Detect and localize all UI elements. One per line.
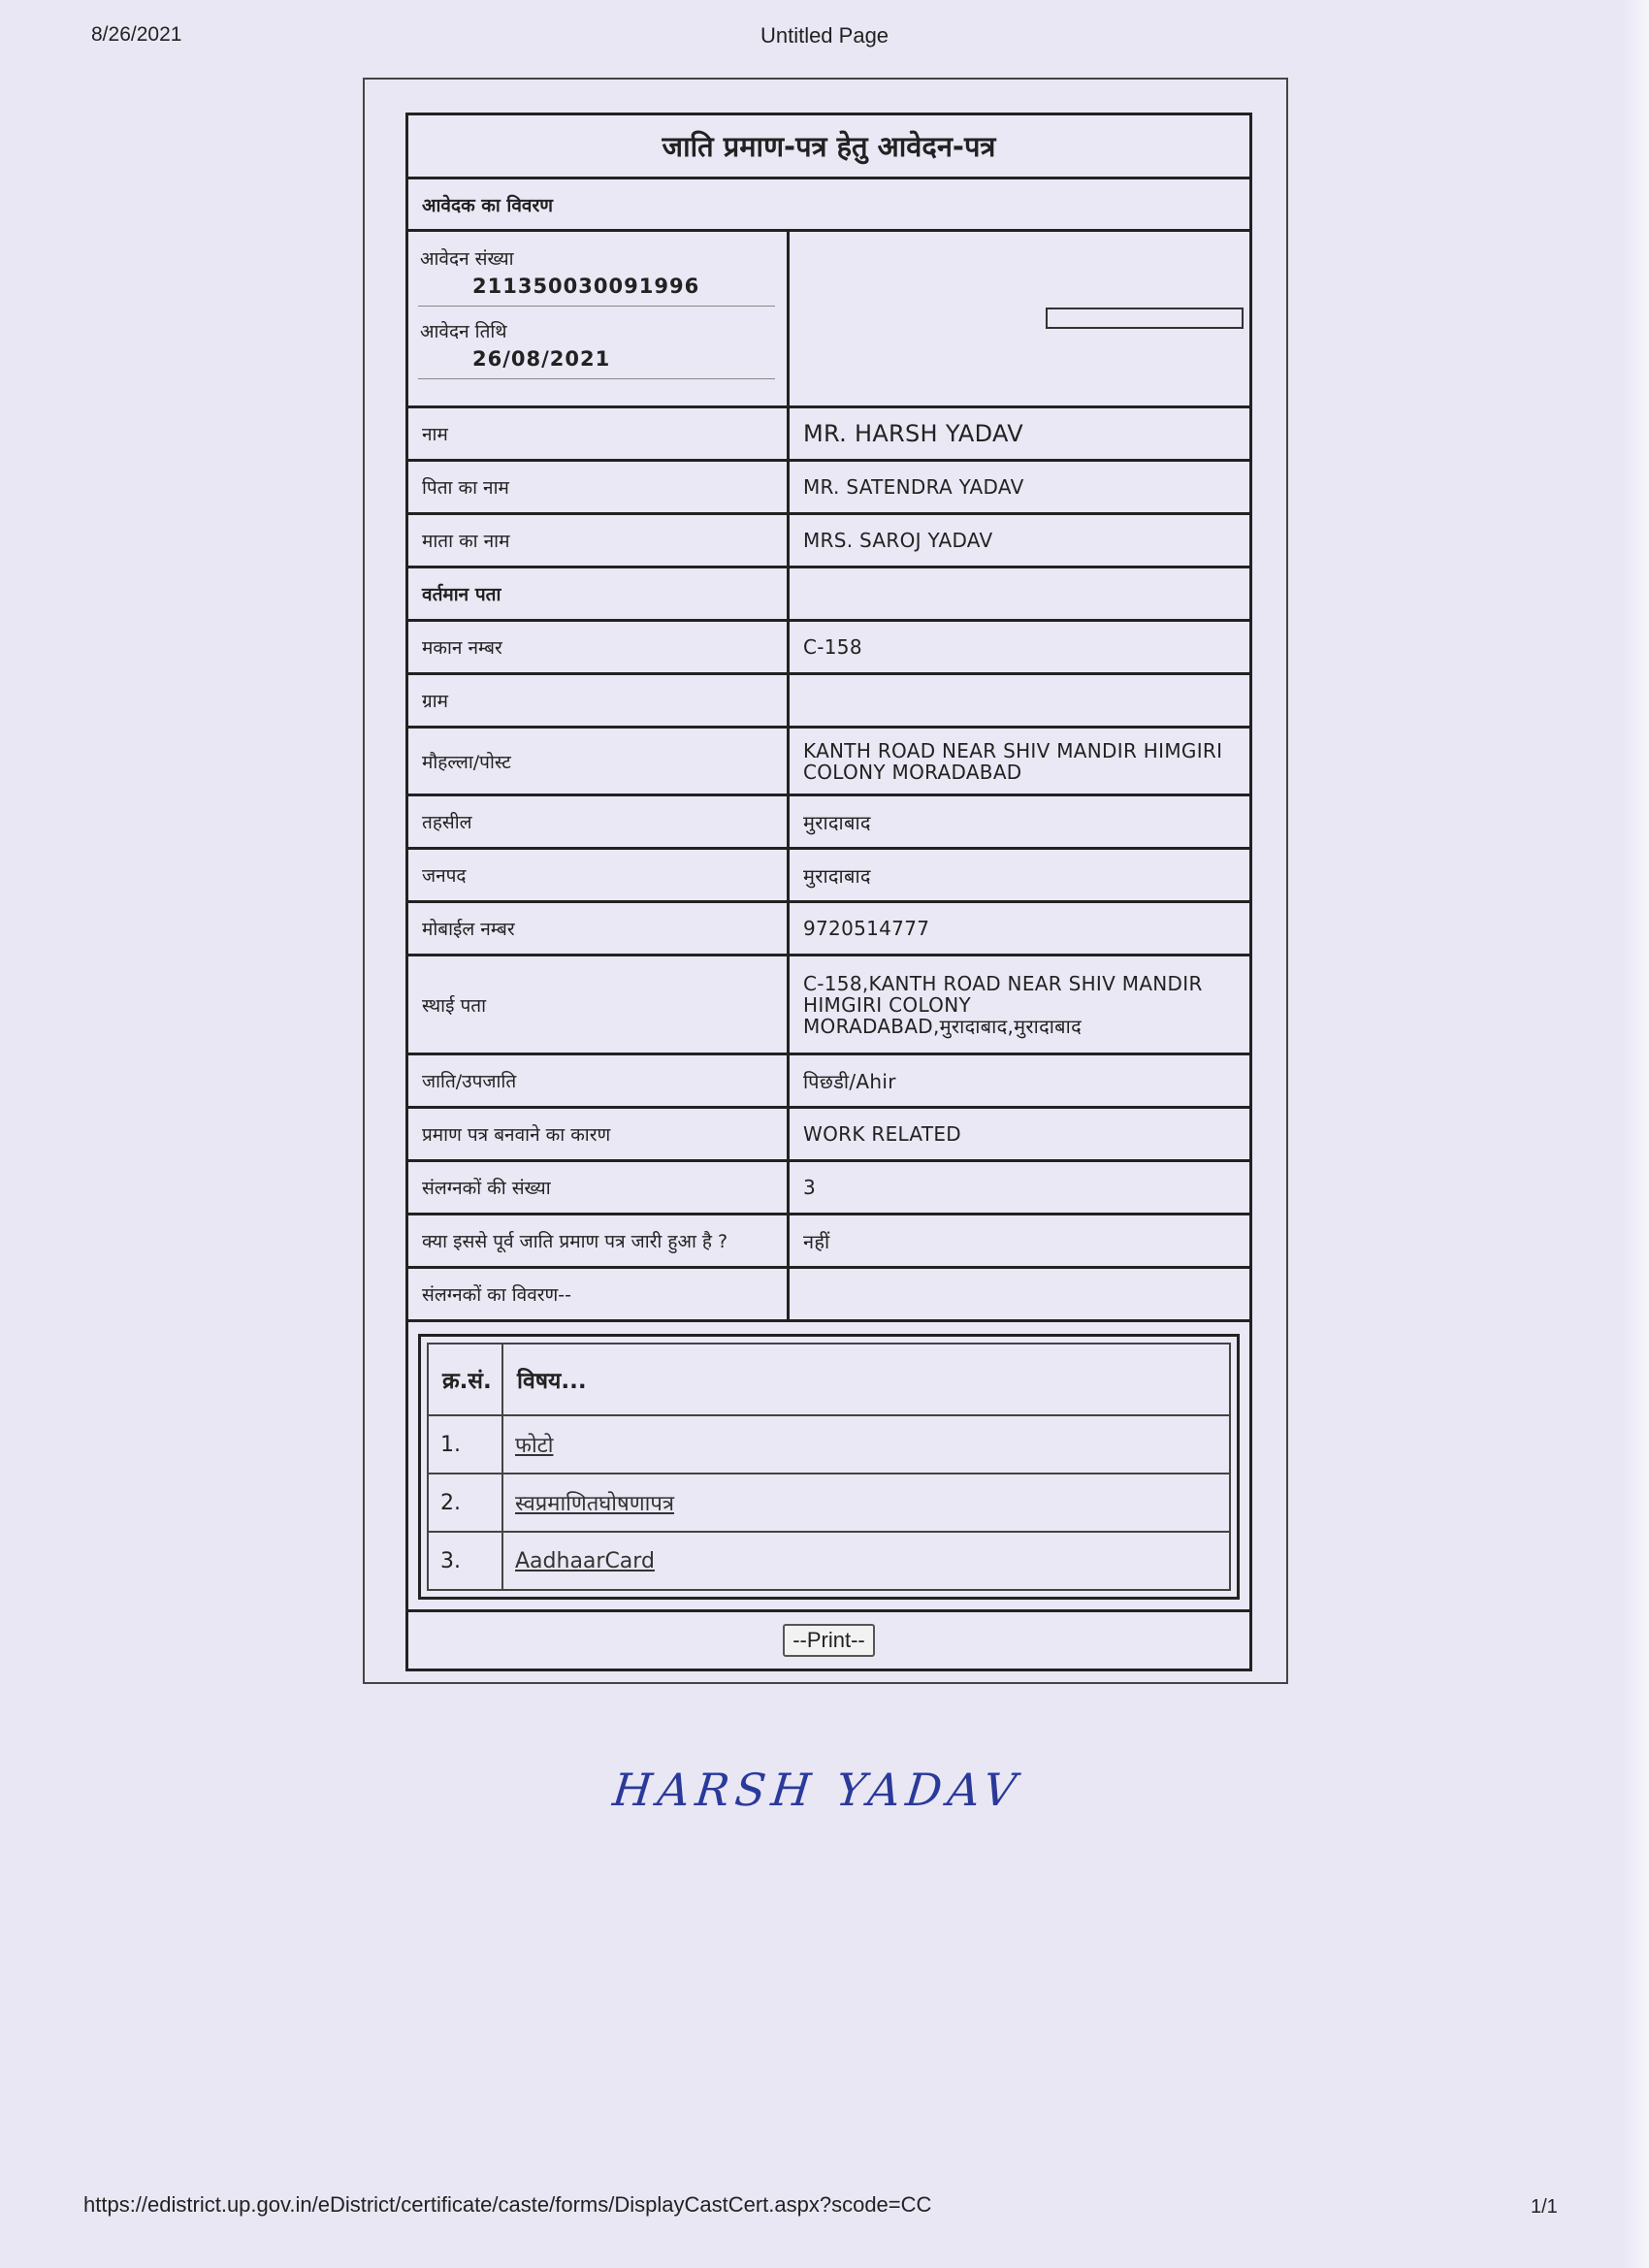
attachments-table — [427, 1343, 1231, 1591]
locality-value: KANTH ROAD NEAR SHIV MANDIR HIMGIRI COLONY MORADABAD — [803, 738, 1223, 784]
subject-cell — [502, 1415, 1230, 1474]
permanent-address-value — [790, 956, 1249, 1053]
form-title: जाति प्रमाण-पत्र हेतु आवेदन-पत्र — [408, 115, 1249, 179]
print-date: 8/26/2021 — [91, 23, 182, 46]
caste-value: पिछडी/Ahir — [803, 1069, 896, 1093]
mother-name-value: MRS. SAROJ YADAV — [803, 529, 993, 552]
page-title: Untitled Page — [760, 23, 889, 48]
row-name — [408, 408, 1249, 462]
tehsil-value: मुरादाबाद — [803, 810, 871, 834]
photo-placeholder — [1046, 308, 1244, 329]
attachment-details-value — [790, 1269, 1249, 1319]
scan-edge — [1622, 0, 1649, 2268]
application-number-label: आवेदन संख्या — [420, 248, 514, 270]
table-row — [428, 1415, 1230, 1474]
print-button[interactable]: --Print-- — [783, 1624, 875, 1657]
name-value: MR. HARSH YADAV — [803, 420, 1023, 447]
row-mobile — [408, 903, 1249, 956]
column-header-serial: क्र.सं. — [428, 1344, 502, 1415]
field-label: स्थाई पता — [408, 956, 790, 1053]
print-row — [408, 1612, 1249, 1669]
permanent-address-line1: C-158,KANTH ROAD NEAR SHIV MANDIR HIMGIRI COLONY — [803, 971, 1203, 1017]
row-current-address — [408, 568, 1249, 622]
field-label: माता का नाम — [408, 515, 790, 566]
row-attachment-count — [408, 1162, 1249, 1215]
field-label: मौहल्ला/पोस्ट — [408, 729, 790, 794]
attachment-link-photo[interactable]: फोटो — [515, 1434, 554, 1458]
row-tehsil — [408, 796, 1249, 850]
table-row — [428, 1474, 1230, 1532]
field-label: वर्तमान पता — [408, 568, 790, 619]
footer-page-count: 1/1 — [1531, 2196, 1558, 2218]
house-number-value: C-158 — [803, 635, 862, 659]
permanent-address-line2: MORADABAD,मुरादाबाद,मुरादाबाद — [803, 1014, 1082, 1038]
field-label: जनपद — [408, 850, 790, 900]
mobile-value: 9720514777 — [803, 917, 930, 940]
row-house-number — [408, 622, 1249, 675]
divider — [418, 378, 775, 379]
field-label: पिता का नाम — [408, 462, 790, 512]
application-date-label: आवेदन तिथि — [420, 321, 507, 342]
row-district — [408, 850, 1249, 903]
attachments-frame — [418, 1334, 1240, 1600]
attachments-section — [408, 1322, 1249, 1612]
serial-cell: 2. — [428, 1474, 502, 1532]
row-previous-certificate — [408, 1215, 1249, 1269]
field-label: संलग्नकों का विवरण-- — [408, 1269, 790, 1319]
divider — [418, 306, 775, 307]
photo-area — [790, 232, 1249, 405]
column-header-subject: विषय... — [502, 1344, 1230, 1415]
field-label: मकान नम्बर — [408, 622, 790, 672]
row-attachment-details — [408, 1269, 1249, 1322]
field-label: नाम — [408, 408, 790, 459]
handwritten-signature: HARSH YADAV — [610, 1764, 1025, 1816]
row-caste — [408, 1055, 1249, 1109]
section-heading: आवेदक का विवरण — [408, 179, 1249, 232]
district-value: मुरादाबाद — [803, 863, 871, 888]
row-mother-name — [408, 515, 1249, 568]
table-header-row — [428, 1344, 1230, 1415]
row-reason — [408, 1109, 1249, 1162]
current-address-value — [790, 568, 1249, 619]
previous-certificate-value: नहीं — [803, 1229, 830, 1253]
table-row — [428, 1532, 1230, 1590]
application-date: 26/08/2021 — [472, 347, 611, 371]
application-meta-row — [408, 232, 1249, 408]
field-label: ग्राम — [408, 675, 790, 726]
subject-cell — [502, 1532, 1230, 1590]
serial-cell: 1. — [428, 1415, 502, 1474]
field-label: तहसील — [408, 796, 790, 847]
attachment-count-value: 3 — [803, 1176, 817, 1199]
field-label: क्या इससे पूर्व जाति प्रमाण पत्र जारी हुआ है ? — [408, 1215, 790, 1266]
field-label: प्रमाण पत्र बनवाने का कारण — [408, 1109, 790, 1159]
field-label: संलग्नकों की संख्या — [408, 1162, 790, 1213]
row-locality — [408, 729, 1249, 796]
footer-url: https://edistrict.up.gov.in/eDistrict/certificate/caste/forms/DisplayCastCert.aspx?scode=CC — [83, 2192, 932, 2217]
row-village — [408, 675, 1249, 729]
serial-cell: 3. — [428, 1532, 502, 1590]
row-father-name — [408, 462, 1249, 515]
attachment-link-aadhaar[interactable]: AadhaarCard — [515, 1548, 655, 1573]
village-value — [790, 675, 1249, 726]
application-form — [405, 113, 1252, 1671]
field-label: मोबाईल नम्बर — [408, 903, 790, 954]
application-meta — [408, 232, 790, 405]
father-name-value: MR. SATENDRA YADAV — [803, 475, 1024, 499]
reason-value: WORK RELATED — [803, 1122, 962, 1146]
field-label: जाति/उपजाति — [408, 1055, 790, 1106]
application-number: 211350030091996 — [472, 275, 700, 298]
attachment-link-self-declaration[interactable]: स्वप्रमाणितघोषणापत्र — [515, 1492, 674, 1516]
subject-cell — [502, 1474, 1230, 1532]
row-permanent-address — [408, 956, 1249, 1055]
